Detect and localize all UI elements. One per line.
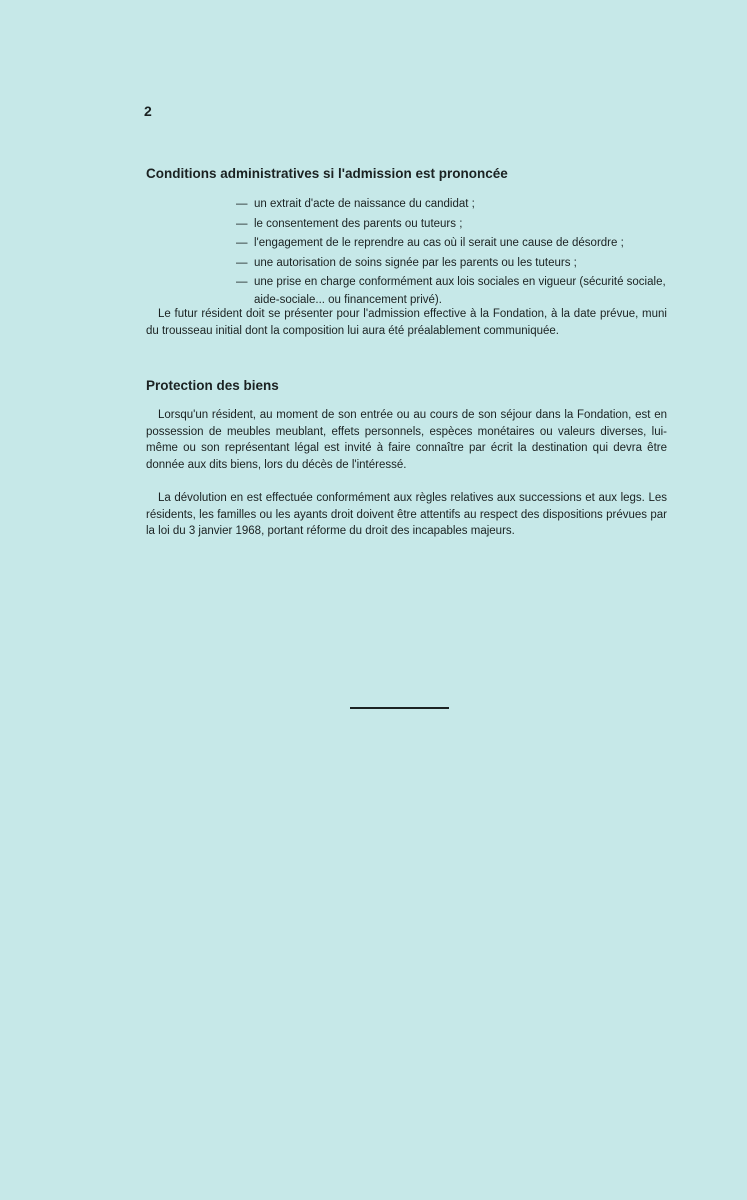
list-item [236, 215, 676, 233]
section-title-administrative-conditions: Conditions administratives si l'admission est prononcée [146, 166, 508, 181]
list-item-text: une autorisation de soins signée par les parents ou les tuteurs ; [254, 256, 577, 269]
dash-bullet: — [236, 276, 248, 288]
property-paragraph-1: Lorsqu'un résident, au moment de son entrée ou au cours de son séjour dans la Fondation, est en possession de meubles meublant, effets personnels, espèces monétaires ou valeurs diverses, lui-même ou son représentant légal est invité à faire connaître par écrit la destination qui devra être donnée aux dits biens, lors du décès de l'intéressé. [146, 409, 667, 471]
admission-paragraph: Le futur résident doit se présenter pour l'admission effective à la Fondation, à la date prévue, muni du trousseau initial dont la composition lui aura été préalablement communiquée. [146, 308, 667, 337]
page-number: 2 [144, 103, 152, 119]
list-item-text: un extrait d'acte de naissance du candidat ; [254, 198, 475, 210]
list-item [236, 273, 676, 309]
section-title-property-protection: Protection des biens [146, 378, 279, 393]
list-item-text: l'engagement de le reprendre au cas où il serait une cause de désordre ; [254, 237, 624, 249]
list-item-text: le consentement des parents ou tuteurs ; [254, 217, 463, 230]
dash-bullet: — [236, 217, 248, 230]
list-item [236, 195, 676, 213]
required-documents-list [236, 195, 676, 311]
property-paragraph-2: La dévolution en est effectuée conformément aux règles relatives aux successions et aux legs. Les résidents, les familles ou les ayants droit doivent être attentifs au respect des dispositions prévues par la loi du 3 janvier 1968, portant réforme du droit des incapables majeurs. [146, 492, 667, 537]
dash-bullet: — [236, 256, 248, 269]
dash-bullet: — [236, 237, 248, 249]
dash-bullet: — [236, 198, 248, 210]
list-item [236, 234, 676, 252]
list-item [236, 254, 676, 272]
list-item-text: une prise en charge conformément aux lois sociales en vigueur (sécurité sociale, aide-sociale... ou financement privé). [254, 276, 666, 306]
section-divider [350, 707, 449, 709]
